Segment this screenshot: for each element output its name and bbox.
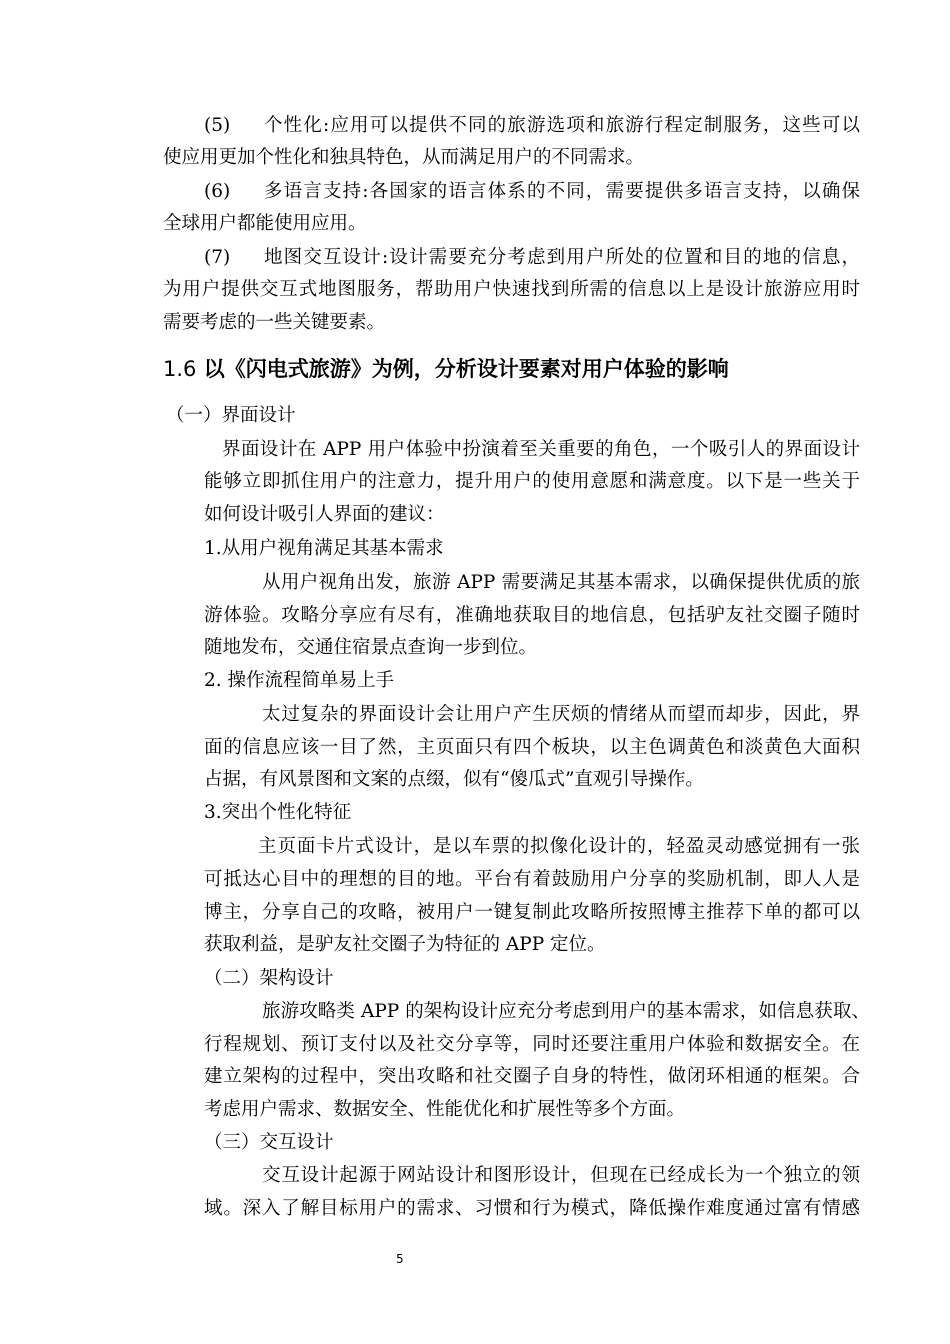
part3-heading: （三）交互设计 bbox=[204, 1132, 334, 1153]
part2-line-4: 考虑用户需求、数据安全、性能优化和扩展性等多个方面。 bbox=[204, 1099, 686, 1120]
part3-line-1: 交互设计起源于网站设计和图形设计，但现在已经成长为一个独立的领 bbox=[262, 1165, 860, 1186]
list-item-5-line-1: 个性化:应用可以提供不同的旅游选项和旅游行程定制服务，这些可以 bbox=[264, 115, 860, 136]
part2-line-2: 行程规划、预订支付以及社交分享等，同时还要注重用户体验和数据安全。在 bbox=[204, 1034, 860, 1055]
section-title: 以《闪电式旅游》为例，分析设计要素对用户体验的影响 bbox=[203, 357, 729, 381]
list-item-5-line-2: 使应用更加个性化和独具特色，从而满足用户的不同需求。 bbox=[163, 147, 645, 168]
part2-heading: （二）架构设计 bbox=[204, 968, 334, 989]
list-marker-6: (6) bbox=[204, 181, 231, 202]
sub2-line-1: 太过复杂的界面设计会让用户产生厌烦的情绪从而望而却步，因此，界 bbox=[262, 704, 860, 725]
sub1-heading: 1.从用户视角满足其基本需求 bbox=[204, 538, 444, 559]
part3-line-2: 域。深入了解目标用户的需求、习惯和行为模式，降低操作难度通过富有情感 bbox=[204, 1198, 860, 1219]
list-marker-7: (7) bbox=[204, 247, 231, 268]
part1-intro-line-3: 如何设计吸引人界面的建议： bbox=[204, 504, 445, 525]
sub3-line-2: 可抵达心目中的理想的目的地。平台有着鼓励用户分享的奖励机制，即人人是 bbox=[204, 869, 860, 890]
list-marker-5: (5) bbox=[204, 115, 231, 136]
list-item-7-line-3: 需要考虑的一些关键要素。 bbox=[163, 312, 386, 333]
part1-intro-line-1: 界面设计在 APP 用户体验中扮演着至关重要的角色，一个吸引人的界面设计 bbox=[222, 439, 860, 460]
part1-intro-line-2: 能够立即抓住用户的注意力，提升用户的使用意愿和满意度。以下是一些关于 bbox=[204, 471, 860, 492]
part2-line-3: 建立架构的过程中，突出攻略和社交圈子自身的特性，做闭环相通的框架。合 bbox=[204, 1066, 860, 1087]
sub3-heading: 3.突出个性化特征 bbox=[204, 802, 352, 823]
section-number: 1.6 bbox=[163, 357, 197, 381]
sub3-line-4: 获取利益，是驴友社交圈子为特征的 APP 定位。 bbox=[204, 934, 606, 955]
section-heading bbox=[163, 355, 729, 383]
sub1-line-3: 随地发布，交通住宿景点查询一步到位。 bbox=[204, 637, 538, 658]
list-item-6-line-2: 全球用户都能使用应用。 bbox=[163, 213, 367, 234]
list-item-7-line-1: 地图交互设计:设计需要充分考虑到用户所处的位置和目的地的信息， bbox=[264, 247, 860, 268]
list-item-6-line-1: 多语言支持:各国家的语言体系的不同，需要提供多语言支持，以确保 bbox=[264, 181, 860, 202]
sub2-line-2: 面的信息应该一目了然，主页面只有四个板块，以主色调黄色和淡黄色大面积 bbox=[204, 737, 860, 758]
sub1-line-1: 从用户视角出发，旅游 APP 需要满足其基本需求，以确保提供优质的旅 bbox=[262, 572, 860, 593]
sub3-line-3: 博主，分享自己的攻略，被用户一键复制此攻略所按照博主推荐下单的都可以 bbox=[204, 902, 860, 923]
sub3-line-1: 主页面卡片式设计，是以车票的拟像化设计的，轻盈灵动感觉拥有一张 bbox=[258, 836, 860, 857]
sub1-line-2: 游体验。攻略分享应有尽有，准确地获取目的地信息，包括驴友社交圈子随时 bbox=[204, 605, 860, 626]
part1-heading: （一）界面设计 bbox=[166, 405, 296, 426]
part2-line-1: 旅游攻略类 APP 的架构设计应充分考虑到用户的基本需求，如信息获取、 bbox=[262, 1001, 870, 1022]
sub2-line-3: 占据，有风景图和文案的点缀，似有“傻瓜式”直观引导操作。 bbox=[204, 769, 704, 790]
sub2-heading: 2. 操作流程简单易上手 bbox=[204, 670, 395, 691]
list-item-7-line-2: 为用户提供交互式地图服务，帮助用户快速找到所需的信息以上是设计旅游应用时 bbox=[163, 279, 860, 300]
page-number: 5 bbox=[396, 1252, 404, 1266]
